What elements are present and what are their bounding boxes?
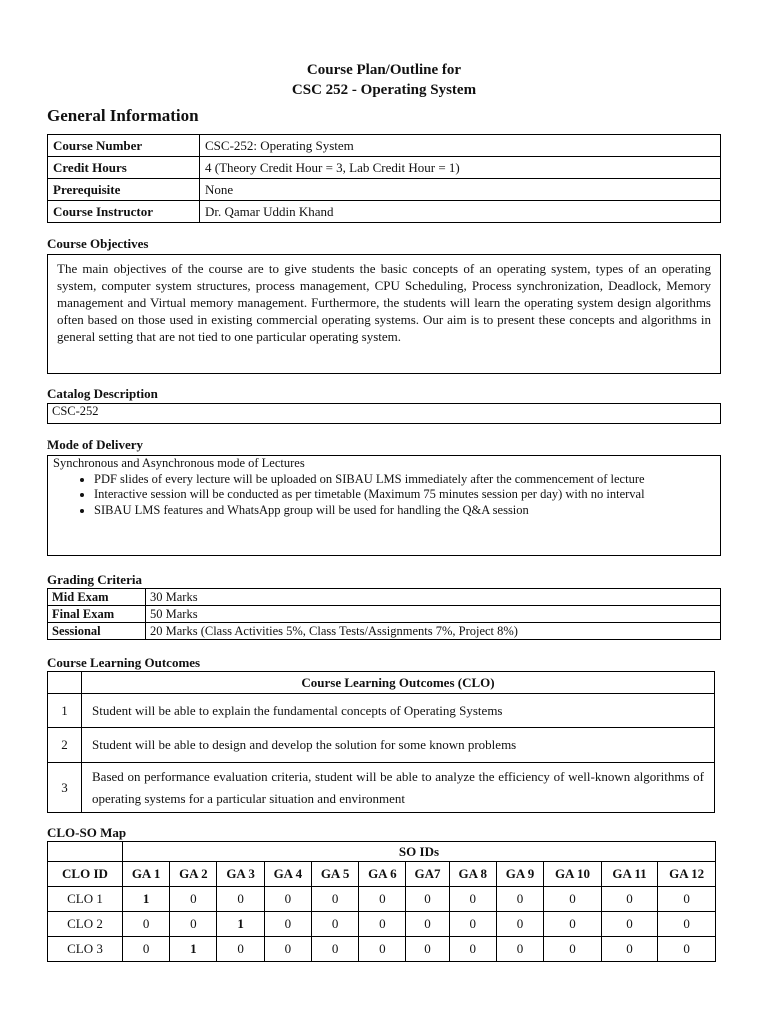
so-value-cell: 0 <box>449 887 496 912</box>
table-row <box>48 912 716 937</box>
table-row <box>48 179 721 201</box>
table-row <box>48 201 721 223</box>
so-corner-cell <box>48 842 123 862</box>
final-exam-value: 50 Marks <box>146 606 721 623</box>
clo-table-header: Course Learning Outcomes (CLO) <box>82 672 715 694</box>
so-value-cell: 0 <box>406 887 449 912</box>
clo-table <box>47 671 715 813</box>
so-value-cell: 0 <box>217 887 264 912</box>
so-value-cell: 0 <box>170 887 217 912</box>
so-value-cell: 0 <box>449 937 496 962</box>
so-column-header: GA 6 <box>359 862 406 887</box>
so-column-header: GA 9 <box>496 862 543 887</box>
so-value-cell: 0 <box>406 912 449 937</box>
so-value-cell: 0 <box>406 937 449 962</box>
clo-num: 2 <box>48 728 82 763</box>
instructor-value: Dr. Qamar Uddin Khand <box>200 201 721 223</box>
so-value-cell: 0 <box>359 937 406 962</box>
delivery-box <box>47 455 721 556</box>
clo-id-cell: CLO 3 <box>48 937 123 962</box>
so-value-cell: 0 <box>544 887 602 912</box>
general-info-table <box>47 134 721 223</box>
table-row <box>48 887 716 912</box>
table-row <box>48 862 716 887</box>
delivery-list <box>53 472 715 519</box>
so-value-cell: 0 <box>122 912 169 937</box>
so-value-cell: 0 <box>311 912 358 937</box>
so-column-header: GA 5 <box>311 862 358 887</box>
so-value-cell: 0 <box>658 887 716 912</box>
so-value-cell: 0 <box>264 887 311 912</box>
credit-hours-label: Credit Hours <box>48 157 200 179</box>
so-value-cell: 0 <box>359 887 406 912</box>
list-item: • Interactive session will be conducted as per timetable (Maximum 75 minutes session per day) with no interval <box>94 487 715 503</box>
table-row <box>48 842 716 862</box>
table-row <box>48 606 721 623</box>
so-ids-header: SO IDs <box>122 842 715 862</box>
so-map-heading: CLO-SO Map <box>47 825 127 840</box>
so-value-cell: 0 <box>544 937 602 962</box>
sessional-label: Sessional <box>48 623 146 640</box>
so-column-header: GA 8 <box>449 862 496 887</box>
table-row <box>48 623 721 640</box>
prerequisite-value: None <box>200 179 721 201</box>
clo-num: 1 <box>48 694 82 728</box>
so-value-cell: 0 <box>658 912 716 937</box>
objectives-text: The main objectives of the course are to give students the basic concepts of an operating system, types of an operating system, computer system structures, process management, CPU Scheduling, Process synchronization, Deadlock, Memory management and Virtual memory management. Furthermore, the students will learn the operating system design algorithms often based on those used in existing commercial operating systems. Our aim is to present these concepts and algorithms in general setting that are not tied to one particular operating system. <box>47 254 721 374</box>
mid-exam-label: Mid Exam <box>48 589 146 606</box>
so-value-cell: 0 <box>264 937 311 962</box>
so-value-cell: 0 <box>122 937 169 962</box>
list-item: • SIBAU LMS features and WhatsApp group will be used for handling the Q&A session <box>94 503 715 519</box>
credit-hours-value: 4 (Theory Credit Hour = 3, Lab Credit Hour = 1) <box>200 157 721 179</box>
sessional-value: 20 Marks (Class Activities 5%, Class Tests/Assignments 7%, Project 8%) <box>146 623 721 640</box>
grading-table <box>47 588 721 640</box>
delivery-intro: Synchronous and Asynchronous mode of Lectures <box>53 456 305 470</box>
clo-num-header <box>48 672 82 694</box>
so-column-header: GA7 <box>406 862 449 887</box>
so-value-cell: 0 <box>496 937 543 962</box>
so-value-cell: 0 <box>311 887 358 912</box>
so-column-header: GA 1 <box>122 862 169 887</box>
clo-text: Based on performance evaluation criteria, student will be able to analyze the efficiency of well-known algorithms of operating systems for a particular situation and environment <box>82 763 715 813</box>
so-value-cell: 0 <box>449 912 496 937</box>
table-row <box>48 157 721 179</box>
title-line-1: Course Plan/Outline for <box>306 62 462 78</box>
clo-id-header: CLO ID <box>48 862 123 887</box>
clo-text: Student will be able to explain the fundamental concepts of Operating Systems <box>82 694 715 728</box>
so-column-header: GA 2 <box>170 862 217 887</box>
so-column-header: GA 12 <box>658 862 716 887</box>
objectives-heading: Course Objectives <box>47 236 149 251</box>
so-column-header: GA 11 <box>601 862 658 887</box>
table-row <box>48 672 715 694</box>
mid-exam-value: 30 Marks <box>146 589 721 606</box>
so-value-cell: 0 <box>359 912 406 937</box>
so-value-cell: 0 <box>601 912 658 937</box>
so-value-cell: 0 <box>217 937 264 962</box>
clo-id-cell: CLO 2 <box>48 912 123 937</box>
so-column-header: GA 10 <box>544 862 602 887</box>
final-exam-label: Final Exam <box>48 606 146 623</box>
so-value-cell: 0 <box>658 937 716 962</box>
so-value-cell: 0 <box>496 887 543 912</box>
table-row <box>48 937 716 962</box>
instructor-label: Course Instructor <box>48 201 200 223</box>
table-row <box>48 135 721 157</box>
clo-heading: Course Learning Outcomes <box>47 655 201 670</box>
so-value-cell: 0 <box>264 912 311 937</box>
list-item: • PDF slides of every lecture will be uploaded on SIBAU LMS immediately after the commencement of lecture <box>94 472 715 488</box>
so-column-header: GA 3 <box>217 862 264 887</box>
table-row <box>48 589 721 606</box>
clo-id-cell: CLO 1 <box>48 887 123 912</box>
general-info-heading: General Information <box>47 106 199 125</box>
table-row <box>48 763 715 813</box>
so-value-cell: 0 <box>544 912 602 937</box>
catalog-text: CSC-252 <box>47 403 721 424</box>
clo-text: Student will be able to design and develop the solution for some known problems <box>82 728 715 763</box>
delivery-heading: Mode of Delivery <box>47 437 144 452</box>
catalog-heading: Catalog Description <box>47 386 158 401</box>
so-map-table <box>47 841 716 962</box>
table-row <box>48 694 715 728</box>
so-value-cell: 1 <box>170 937 217 962</box>
grading-heading: Grading Criteria <box>47 572 142 587</box>
so-value-cell: 0 <box>496 912 543 937</box>
course-number-value: CSC-252: Operating System <box>200 135 721 157</box>
so-value-cell: 1 <box>122 887 169 912</box>
title-line-2: CSC 252 - Operating System <box>291 82 477 98</box>
prerequisite-label: Prerequisite <box>48 179 200 201</box>
so-value-cell: 1 <box>217 912 264 937</box>
so-value-cell: 0 <box>601 887 658 912</box>
so-value-cell: 0 <box>170 912 217 937</box>
so-column-header: GA 4 <box>264 862 311 887</box>
so-value-cell: 0 <box>311 937 358 962</box>
table-row <box>48 728 715 763</box>
clo-num: 3 <box>48 763 82 813</box>
course-number-label: Course Number <box>48 135 200 157</box>
so-value-cell: 0 <box>601 937 658 962</box>
